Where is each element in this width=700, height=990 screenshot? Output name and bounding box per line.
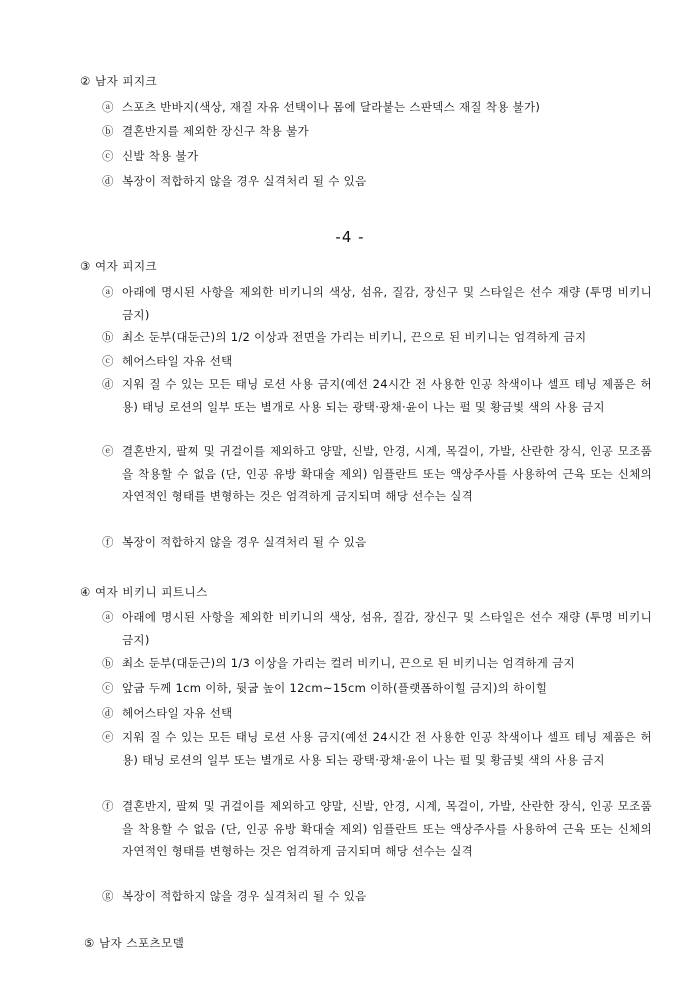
item-marker: ⓒ bbox=[102, 149, 114, 163]
item-marker: ⓑ bbox=[102, 330, 114, 344]
item-text: 지워 질 수 있는 모든 태닝 로션 사용 금지(예선 24시간 전 사용한 인공 착색이나 셀프 테닝 제품은 허용) 태닝 로션의 일부 또는 별개로 사용 되는 광택·광채·윤이 나는 펄 및 황금빛 색의 사용 금지 bbox=[122, 730, 652, 767]
item-text: 복장이 적합하지 않을 경우 실격처리 될 수 있음 bbox=[122, 535, 367, 549]
item-text: 결혼반지, 팔찌 및 귀걸이를 제외하고 양말, 신발, 안경, 시계, 목걸이, 가발, 산란한 장식, 인공 모조품을 착용할 수 없음 (단, 인공 유방 확대술 제외) 임플란트 또는 액상주사를 사용하여 근육 또는 신체의 자연적인 형태를 변형하는 것은 엄격하게 금지되며 해당 선수는 실격 bbox=[122, 444, 652, 503]
list-item bbox=[102, 350, 652, 373]
list-item bbox=[102, 677, 652, 700]
section-title-women-physique: ③ 여자 피지크 bbox=[80, 259, 158, 273]
item-text: 헤어스타일 자유 선택 bbox=[122, 706, 233, 720]
item-text: 헤어스타일 자유 선택 bbox=[122, 354, 233, 368]
list-item bbox=[102, 606, 652, 651]
item-marker: ⓐ bbox=[102, 285, 114, 299]
item-marker: ⓔ bbox=[102, 444, 114, 458]
section-title-men-sports-model: ⑤ 남자 스포츠모델 bbox=[84, 936, 185, 950]
item-marker: ⓓ bbox=[102, 377, 114, 391]
item-text: 최소 둔부(대둔근)의 1/3 이상을 가리는 컬러 비키니, 끈으로 된 비키니는 엄격하게 금지 bbox=[122, 656, 575, 670]
list-item bbox=[102, 96, 652, 119]
list-item bbox=[102, 795, 652, 863]
item-text: 지워 질 수 있는 모든 태닝 로션 사용 금지(예선 24시간 전 사용한 인공 착색이나 셀프 테닝 제품은 허용) 태닝 로션의 일부 또는 별개로 사용 되는 광택·광채·윤이 나는 펄 및 황금빛 색의 사용 금지 bbox=[122, 377, 652, 414]
list-item bbox=[102, 170, 652, 193]
list-item bbox=[102, 440, 652, 508]
item-marker: ⓓ bbox=[102, 174, 114, 188]
item-marker: ⓕ bbox=[102, 535, 114, 549]
item-text: 아래에 명시된 사항을 제외한 비키니의 색상, 섬유, 질감, 장신구 및 스타일은 선수 재량 (투명 비키니 금지) bbox=[122, 610, 652, 647]
page-number: -4 - bbox=[335, 228, 365, 246]
list-item bbox=[102, 531, 652, 554]
item-text: 복장이 적합하지 않을 경우 실격처리 될 수 있음 bbox=[122, 174, 367, 188]
item-marker: ⓒ bbox=[102, 354, 114, 368]
list-item bbox=[102, 281, 652, 326]
list-item bbox=[102, 885, 652, 908]
item-marker: ⓐ bbox=[102, 610, 114, 624]
item-text: 스포츠 반바지(색상, 재질 자유 선택이나 몸에 달라붙는 스판덱스 재질 착용 불가) bbox=[122, 100, 541, 114]
item-marker: ⓓ bbox=[102, 706, 114, 720]
list-item bbox=[102, 702, 652, 725]
item-text: 아래에 명시된 사항을 제외한 비키니의 색상, 섬유, 질감, 장신구 및 스타일은 선수 재량 (투명 비키니 금지) bbox=[122, 285, 652, 322]
list-item bbox=[102, 326, 652, 349]
item-marker: ⓑ bbox=[102, 656, 114, 670]
list-item bbox=[102, 726, 652, 771]
item-marker: ⓑ bbox=[102, 124, 114, 138]
list-item bbox=[102, 145, 652, 168]
item-text: 최소 둔부(대둔근)의 1/2 이상과 전면을 가리는 비키니, 끈으로 된 비키니는 엄격하게 금지 bbox=[122, 330, 587, 344]
list-item bbox=[102, 120, 652, 143]
item-marker: ⓖ bbox=[102, 889, 114, 903]
section-title-men-physique: ② 남자 피지크 bbox=[80, 74, 158, 88]
item-marker: ⓐ bbox=[102, 100, 114, 114]
item-text: 결혼반지, 팔찌 및 귀걸이를 제외하고 양말, 신발, 안경, 시계, 목걸이, 가발, 산란한 장식, 인공 모조품을 착용할 수 없음 (단, 인공 유방 확대술 제외) 임플란트 또는 액상주사를 사용하여 근육 또는 신체의 자연적인 형태를 변형하는 것은 엄격하게 금지되며 해당 선수는 실격 bbox=[122, 799, 652, 858]
item-text: 복장이 적합하지 않을 경우 실격처리 될 수 있음 bbox=[122, 889, 367, 903]
item-text: 신발 착용 불가 bbox=[122, 149, 199, 163]
section-title-women-bikini-fitness: ④ 여자 비키니 피트니스 bbox=[80, 585, 208, 599]
item-text: 앞굽 두께 1cm 이하, 뒷굽 높이 12cm~15cm 이하(플랫폼하이힐 금지)의 하이힐 bbox=[122, 681, 548, 695]
item-marker: ⓒ bbox=[102, 681, 114, 695]
list-item bbox=[102, 373, 652, 418]
item-marker: ⓕ bbox=[102, 799, 114, 813]
list-item bbox=[102, 652, 652, 675]
item-marker: ⓔ bbox=[102, 730, 114, 744]
item-text: 결혼반지를 제외한 장신구 착용 불가 bbox=[122, 124, 309, 138]
